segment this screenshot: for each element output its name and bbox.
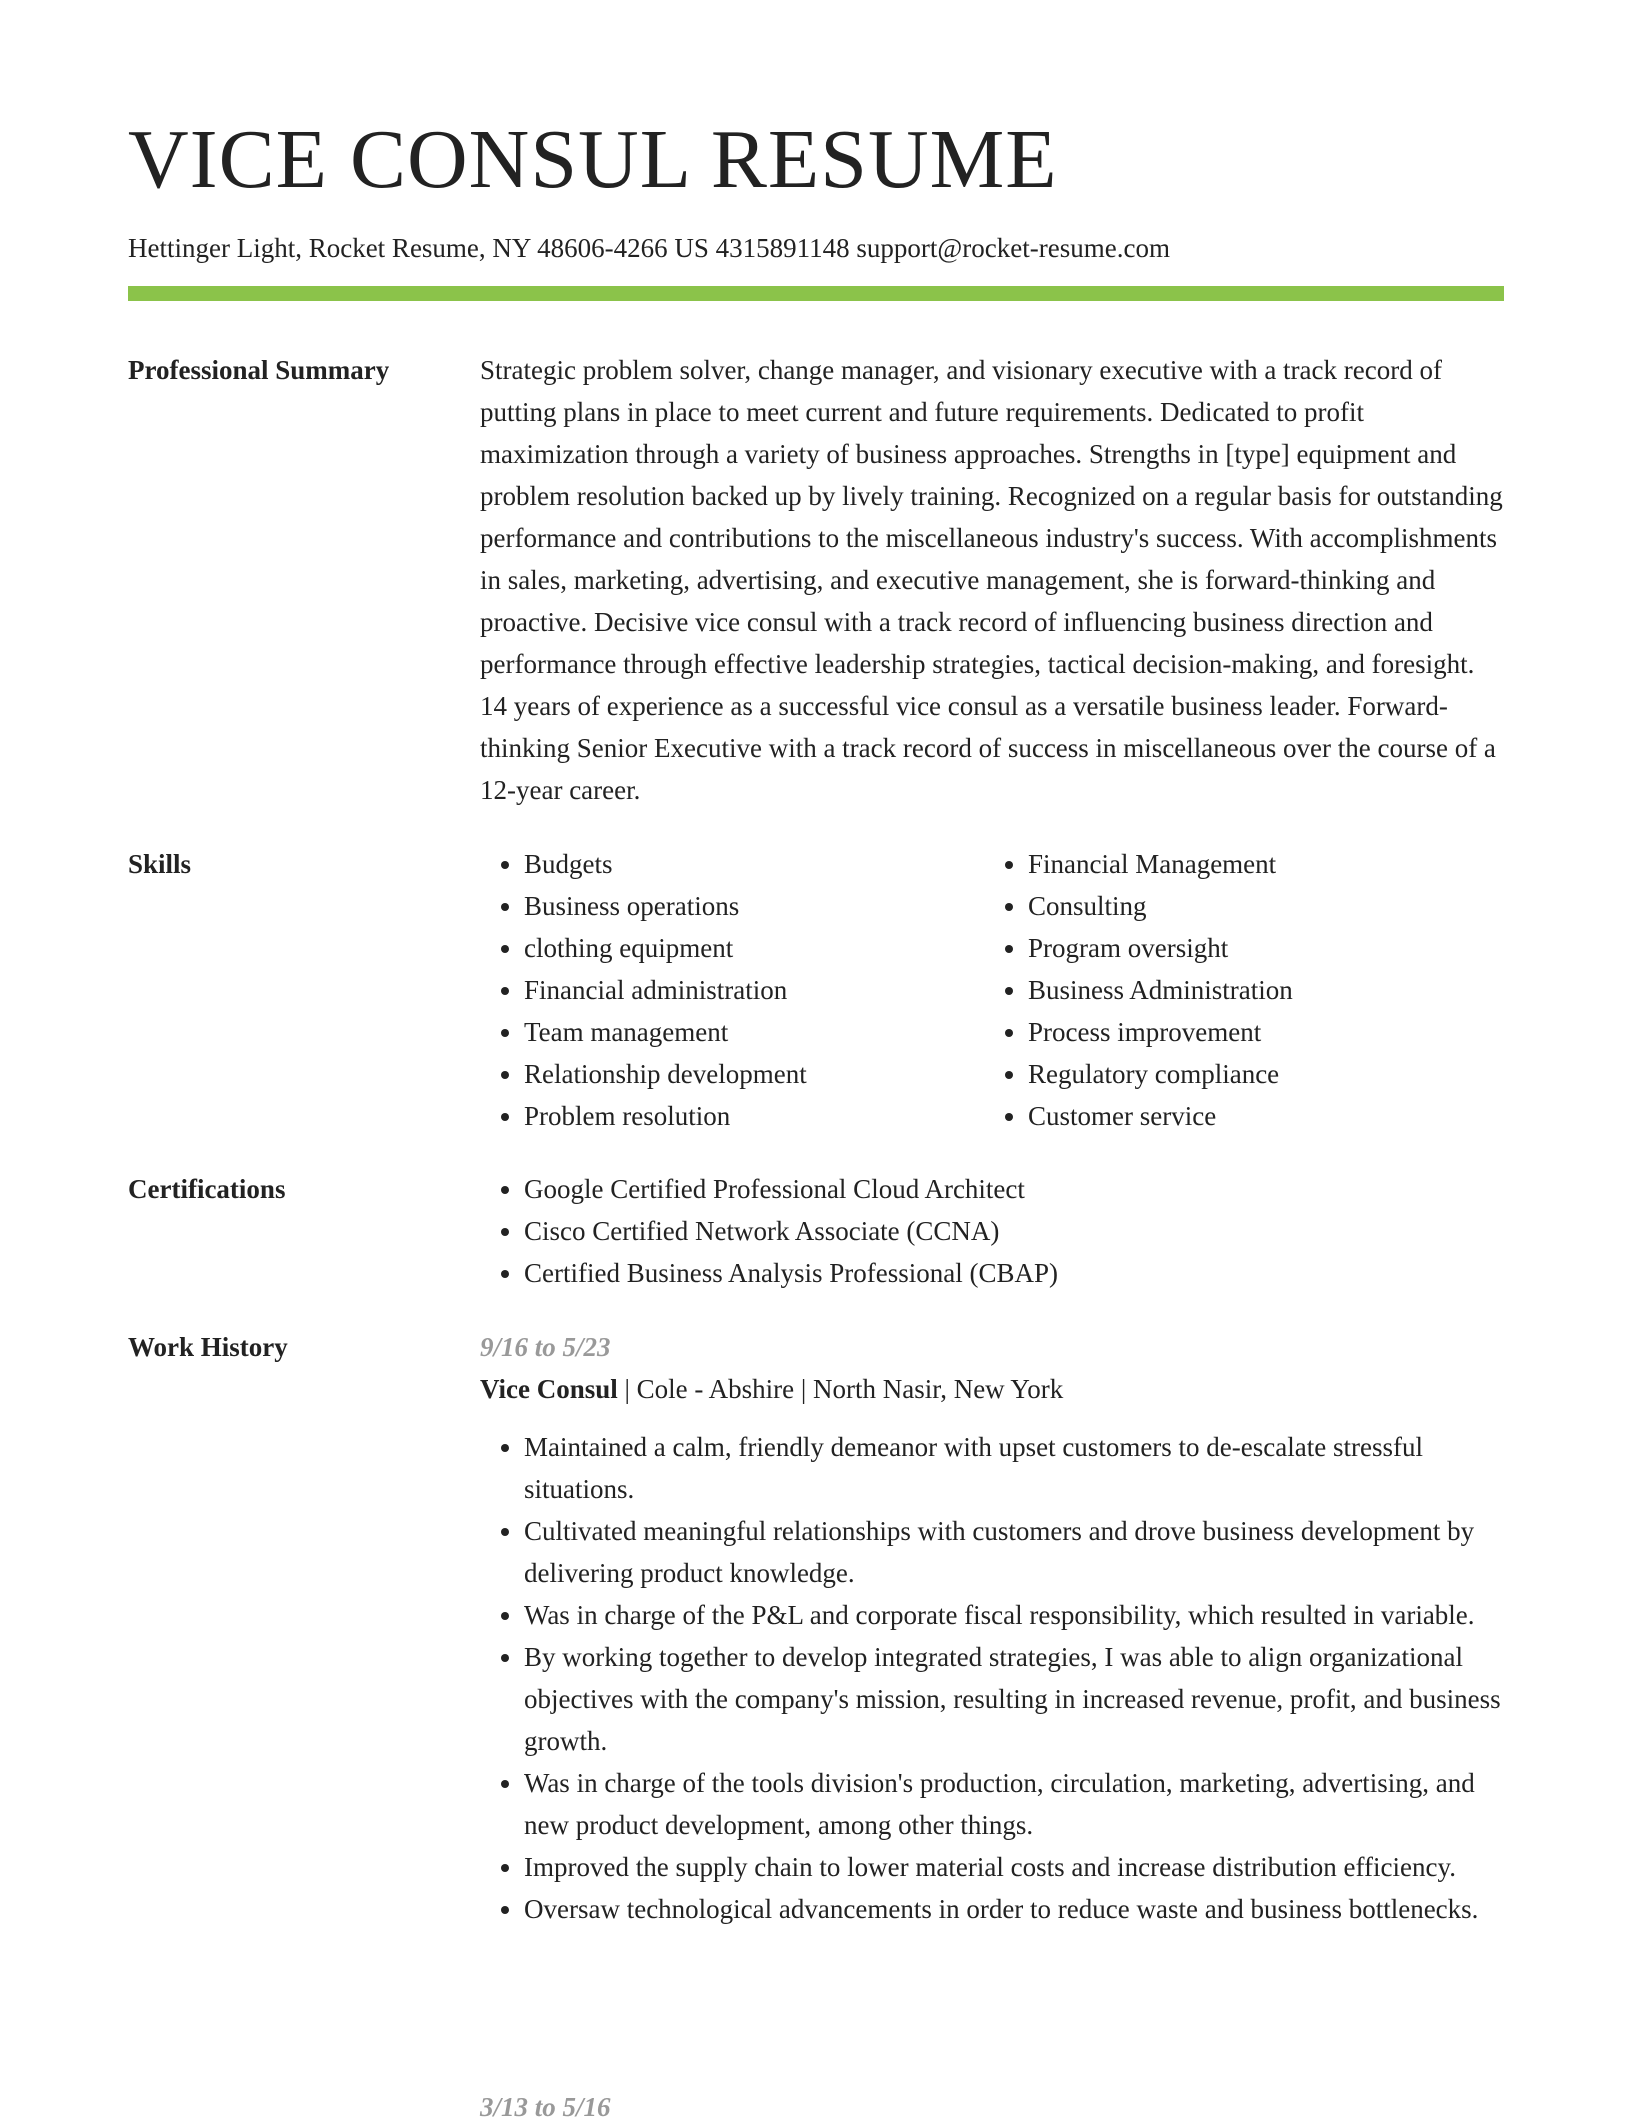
job-bullet: • Cultivated meaningful relationships with customers and drove business development by delivering product knowledge. (524, 1510, 1504, 1594)
certifications-list (480, 1168, 1504, 1294)
summary-body (480, 349, 1504, 811)
skills-list-right (984, 843, 1488, 1137)
skills-list-left (480, 843, 984, 1137)
resume-title: VICE CONSUL RESUME (128, 113, 1058, 206)
skill-item: • Team management (524, 1011, 984, 1053)
work-history-body (480, 1326, 1504, 1930)
certification-item: • Certified Business Analysis Professional (CBAP) (524, 1252, 1504, 1294)
skill-item: • Problem resolution (524, 1095, 984, 1137)
skill-item: • clothing equipment (524, 927, 984, 969)
job-bullet: • Improved the supply chain to lower material costs and increase distribution efficiency. (524, 1846, 1504, 1888)
job-entry (480, 1326, 1504, 1930)
job-bullet: • Was in charge of the P&L and corporate fiscal responsibility, which resulted in variable. (524, 1594, 1504, 1636)
header-divider (128, 286, 1504, 301)
certifications-heading: Certifications (128, 1174, 286, 1204)
skill-item: • Process improvement (1028, 1011, 1488, 1053)
skill-item: • Relationship development (524, 1053, 984, 1095)
skill-item: • Consulting (1028, 885, 1488, 927)
skill-item: • Budgets (524, 843, 984, 885)
job-dates: 3/13 to 5/16 (480, 2092, 611, 2122)
contact-info: Hettinger Light, Rocket Resume, NY 48606-4266 US 4315891148 support@rocket-resume.com (128, 233, 1170, 263)
skill-item: • Customer service (1028, 1095, 1488, 1137)
job-heading (480, 1368, 1504, 1410)
skill-item: • Financial administration (524, 969, 984, 1011)
skills-column-right (984, 843, 1488, 1137)
summary-text: Strategic problem solver, change manager, and visionary executive with a track record of putting plans in place to meet current and future requirements. Dedicated to profit maximization through a variety of business approaches. Strengths in [type] equipment and problem resolution backed up by lively training. Recognized on a regular basis for outstanding performance and contributions to the miscellaneous industry's success. With accomplishments in sales, marketing, advertising, and executive management, she is forward-thinking and proactive. Decisive vice consul with a track record of influencing business direction and performance through effective leadership strategies, tactical decision-making, and foresight. 14 years of experience as a successful vice consul as a versatile business leader. Forward-thinking Senior Executive with a track record of success in miscellaneous over the course of a 12-year career. (480, 355, 1503, 805)
certification-item: • Cisco Certified Network Associate (CCNA) (524, 1210, 1504, 1252)
job-title: Vice Consul (480, 1374, 618, 1404)
job-bullet: • Oversaw technological advancements in order to reduce waste and business bottlenecks. (524, 1888, 1504, 1930)
skill-item: • Program oversight (1028, 927, 1488, 969)
skill-item: • Financial Management (1028, 843, 1488, 885)
skill-item: • Business Administration (1028, 969, 1488, 1011)
job-bullet-list (480, 1426, 1504, 1930)
skill-item: • Regulatory compliance (1028, 1053, 1488, 1095)
summary-heading: Professional Summary (128, 355, 390, 385)
skills-heading: Skills (128, 849, 192, 879)
job-bullet: • By working together to develop integrated strategies, I was able to align organizational objectives with the company's mission, resulting in increased revenue, profit, and business growth. (524, 1636, 1504, 1762)
job-bullet: • Maintained a calm, friendly demeanor with upset customers to de-escalate stressful situations. (524, 1426, 1504, 1510)
skills-column-left (480, 843, 984, 1137)
job-bullet: • Was in charge of the tools division's production, circulation, marketing, advertising, and new product development, among other things. (524, 1762, 1504, 1846)
certification-item: • Google Certified Professional Cloud Architect (524, 1168, 1504, 1210)
certifications-body (480, 1168, 1504, 1294)
work-history-heading: Work History (128, 1332, 288, 1362)
job-dates: 9/16 to 5/23 (480, 1332, 611, 1362)
skill-item: • Business operations (524, 885, 984, 927)
job-details: | Cole - Abshire | North Nasir, New York (617, 1374, 1064, 1404)
skills-body (480, 843, 1504, 1137)
